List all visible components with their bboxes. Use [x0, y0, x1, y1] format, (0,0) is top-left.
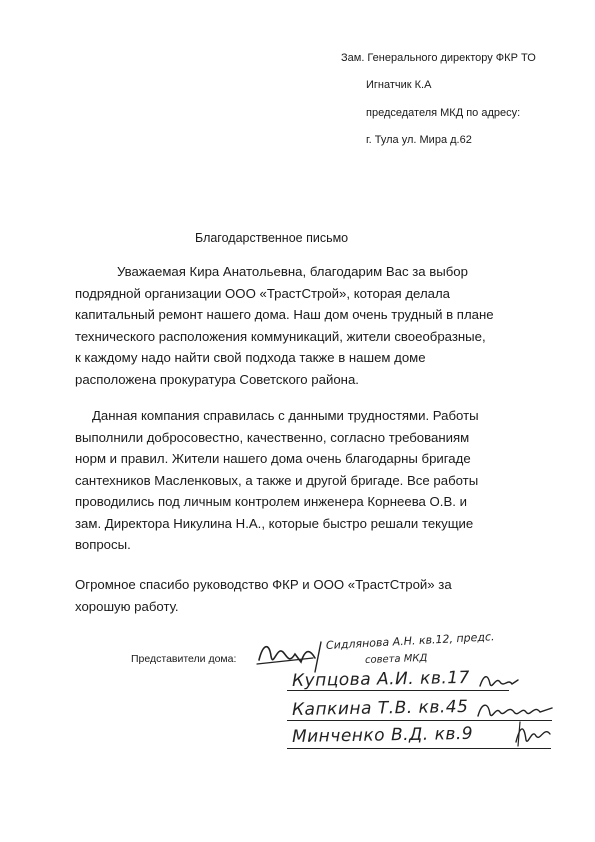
signature-2: Купцова А.И. кв.17	[291, 667, 471, 691]
paragraph-line: Уважаемая Кира Анатольевна, благодарим Вас за выбор	[117, 264, 468, 279]
letter-title: Благодарственное письмо	[195, 231, 349, 245]
signature-1-line-1: Сидлянова А.Н. кв.12, предс.	[325, 630, 495, 652]
paragraph-line: норм и правил. Жители нашего дома очень благодарны бригаде	[75, 451, 471, 466]
addressee-position: Зам. Генерального директору ФКР ТО	[341, 52, 536, 64]
paragraph-line: зам. Директора Никулина Н.А., которые быстро решали текущие	[75, 515, 474, 531]
paragraph-line: Данная компания справилась с данными трудностями. Работы	[92, 408, 479, 423]
paragraph-line: вопросы.	[75, 537, 131, 552]
paragraph-2-first-line	[92, 405, 479, 427]
addressee-block	[0, 0, 595, 160]
sender-role: председателя МКД по адресу:	[366, 107, 521, 119]
sender-address: г. Тула ул. Мира д.62	[366, 134, 472, 146]
paragraph-line: подрядной организации ООО «ТрастСтрой», которая делала	[75, 285, 451, 301]
paragraph-line: выполнили добросовестно, качественно, согласно требованиям	[75, 429, 470, 445]
signature-1-line-2: совета МКД	[364, 652, 428, 666]
paragraph-2	[75, 427, 478, 556]
paragraph-line: хорошую работу.	[75, 598, 179, 614]
paragraph-line: расположена прокуратура Советского района.	[75, 371, 359, 387]
signature-3: Капкина Т.В. кв.45	[291, 696, 469, 720]
addressee-name: Игнатчик К.А	[366, 79, 432, 91]
paragraph-3	[75, 574, 452, 617]
paragraph-line: капитальный ремонт нашего дома. Наш дом очень трудный в плане	[75, 307, 494, 322]
paragraph-line: Огромное спасибо руководство ФКР и ООО «ТрастСтрой» за	[75, 577, 452, 592]
paragraph-1	[75, 283, 494, 391]
signature-scribble-3	[476, 698, 554, 722]
paragraph-line: сантехников Масленковых, а также и другой бригаде. Все работы	[75, 472, 479, 488]
representatives-label: Представители дома:	[131, 653, 237, 665]
signature-scribble-1	[255, 638, 335, 674]
paragraph-line: технического расположения коммуникаций, жители своеобразные,	[75, 328, 486, 344]
paragraph-line: проводились под личным контролем инженера Корнеева О.В. и	[75, 494, 467, 509]
signature-scribble-4	[514, 720, 554, 748]
paragraph-line: к каждому надо найти свой подхода также в нашем доме	[75, 350, 426, 365]
signature-scribble-2	[478, 670, 520, 692]
paragraph-1-first-line	[117, 261, 468, 283]
signature-4: Минченко В.Д. кв.9	[291, 723, 474, 747]
signature-underline-4	[287, 748, 551, 749]
